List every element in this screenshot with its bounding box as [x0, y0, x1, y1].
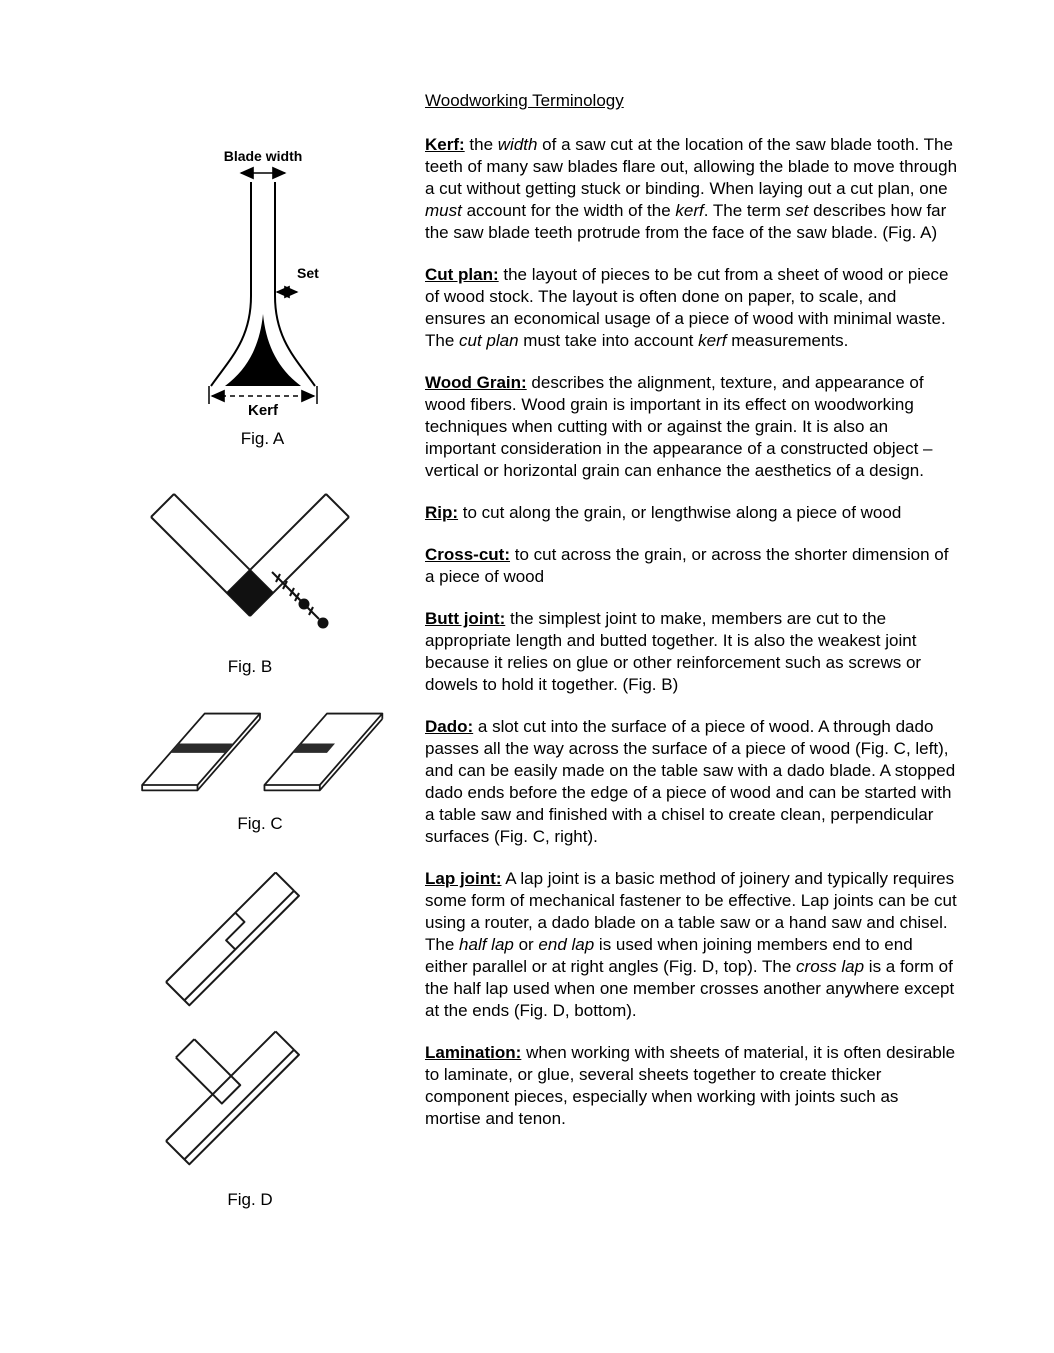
term-butt-joint: Butt joint:: [425, 609, 506, 628]
half-lap-boards: [166, 872, 299, 1005]
definition-cross-cut: [425, 544, 958, 588]
italic-text: cut plan: [459, 331, 519, 350]
fig-d-top-art: [140, 872, 360, 1015]
italic-text: kerf: [675, 201, 704, 220]
fig-a-art: [175, 146, 350, 423]
italic-text: must: [425, 201, 462, 220]
fig-d-caption: Fig. D: [227, 1190, 273, 1209]
screw-icon: [291, 591, 328, 628]
italic-text: half lap: [459, 935, 514, 954]
italic-text: end lap: [538, 935, 595, 954]
body-text: to cut along the grain, or lengthwise along a piece of wood: [458, 503, 902, 522]
definition-butt-joint: [425, 608, 958, 696]
body-text: or: [513, 935, 539, 954]
term-lamination: Lamination:: [425, 1043, 522, 1062]
fig-d-bottom-art: [140, 1021, 360, 1176]
definition-dado: [425, 716, 958, 848]
figure-a: [175, 146, 350, 449]
body-text: account for the width of the: [461, 201, 676, 220]
body-text: the simplest joint to make, members are cut to the appropriate length and butted together. It is also the weakest joint because it relies on glue or other reinforcement such as screws or dowels to hold it together. (Fig. B): [425, 609, 922, 694]
body-text: the layout of pieces to be cut from a sheet of wood or piece of wood stock. The layout is often done on paper, to scale, and ensures an economical usage of a piece of wood with minimal waste. The: [425, 265, 949, 350]
definition-kerf: [425, 134, 958, 244]
body-text: measurements.: [726, 331, 849, 350]
blade-left-edge: [211, 182, 251, 386]
italic-text: set: [785, 201, 809, 220]
body-text: must take into account: [518, 331, 699, 350]
term-cross-cut: Cross-cut:: [425, 545, 511, 564]
dado-diagram: [135, 700, 385, 803]
butt-joint-diagram: [130, 474, 370, 646]
blade-right-edge: [275, 182, 315, 386]
term-rip: Rip:: [425, 503, 459, 522]
term-wood-grain: Wood Grain:: [425, 373, 527, 392]
term-kerf: Kerf:: [425, 135, 465, 154]
italic-text: cross lap: [796, 957, 865, 976]
body-text: A lap joint is a basic method of joinery and typically requires some form of mechanical fastener to be effective. Lap joints can be cut using a router, a dado blade on a table saw or a hand saw and chisel. The: [425, 869, 957, 954]
set-label: Set: [296, 265, 319, 281]
body-text: . The term: [703, 201, 786, 220]
body-text: of a saw cut at the location of the saw blade tooth. The teeth of many saw blades flare out, allowing the blade to move through a cut without getting stuck or binding. When laying out a cut plan, one: [425, 135, 958, 198]
figure-b: [130, 474, 370, 677]
figure-c: [135, 700, 385, 834]
definition-rip: [425, 502, 958, 524]
fig-c-caption: Fig. C: [237, 814, 283, 833]
body-text: the: [464, 135, 498, 154]
kerf-label: Kerf: [247, 402, 278, 418]
figure-d: [140, 872, 360, 1210]
body-text: describes the alignment, texture, and appearance of wood fibers. Wood grain is important in its effect on woodworking techniques when cutting with or against the grain. It is also an important consideration in the appearance of a constructed object – vertical or horizontal grain can enhance the aesthetics of a design.: [425, 373, 933, 480]
definition-lap-joint: [425, 868, 958, 1022]
definition-lamination: [425, 1042, 958, 1130]
fig-b-art: [130, 474, 370, 651]
document-title: Woodworking Terminology: [425, 91, 624, 110]
fig-a-caption: Fig. A: [240, 429, 285, 448]
body-text: is a form of the half lap used when one member crosses another anywhere except at the ends (Fig. D, bottom).: [425, 957, 955, 1020]
body-text: when working with sheets of material, it is often desirable to laminate, or glue, several sheets together to create thicker component pieces, especially when working with joints such as mortise and tenon.: [425, 1043, 956, 1128]
blade-width-label: Blade width: [223, 148, 302, 164]
italic-text: width: [497, 135, 538, 154]
fig-c-art: [135, 700, 385, 808]
text-column: [425, 90, 958, 1150]
term-dado: Dado:: [425, 717, 474, 736]
definition-cut-plan: [425, 264, 958, 352]
body-text: a slot cut into the surface of a piece of wood. A through dado passes all the way across the surface of a piece of wood (Fig. C, left), and can be easily made on the table saw with a dado blade. A stopped dado ends before the edge of a piece of wood and can be started with a table saw and finished with a chisel to create clean, perpendicular surfaces (Fig. C, right).: [425, 717, 956, 846]
term-cut-plan: Cut plan:: [425, 265, 499, 284]
half-lap-diagram: [140, 872, 360, 1010]
joint-end-face: [227, 570, 273, 616]
body-text: is used when joining members end to end either parallel or at right angles (Fig. D, top). The: [425, 935, 913, 976]
definition-wood-grain: [425, 372, 958, 482]
saw-kerf-diagram: [183, 146, 343, 418]
cross-lap-boards: [140, 1021, 299, 1164]
cross-lap-diagram: [140, 1021, 360, 1171]
fig-b-caption: Fig. B: [227, 657, 273, 676]
through-dado-slot: [170, 744, 233, 753]
body-text: to cut across the grain, or across the shorter dimension of a piece of wood: [425, 545, 949, 586]
term-lap-joint: Lap joint:: [425, 869, 502, 888]
italic-text: kerf: [698, 331, 727, 350]
body-text: describes how far the saw blade teeth protrude from the face of the saw blade. (Fig. A): [425, 201, 947, 242]
definition-list: [425, 134, 958, 1130]
